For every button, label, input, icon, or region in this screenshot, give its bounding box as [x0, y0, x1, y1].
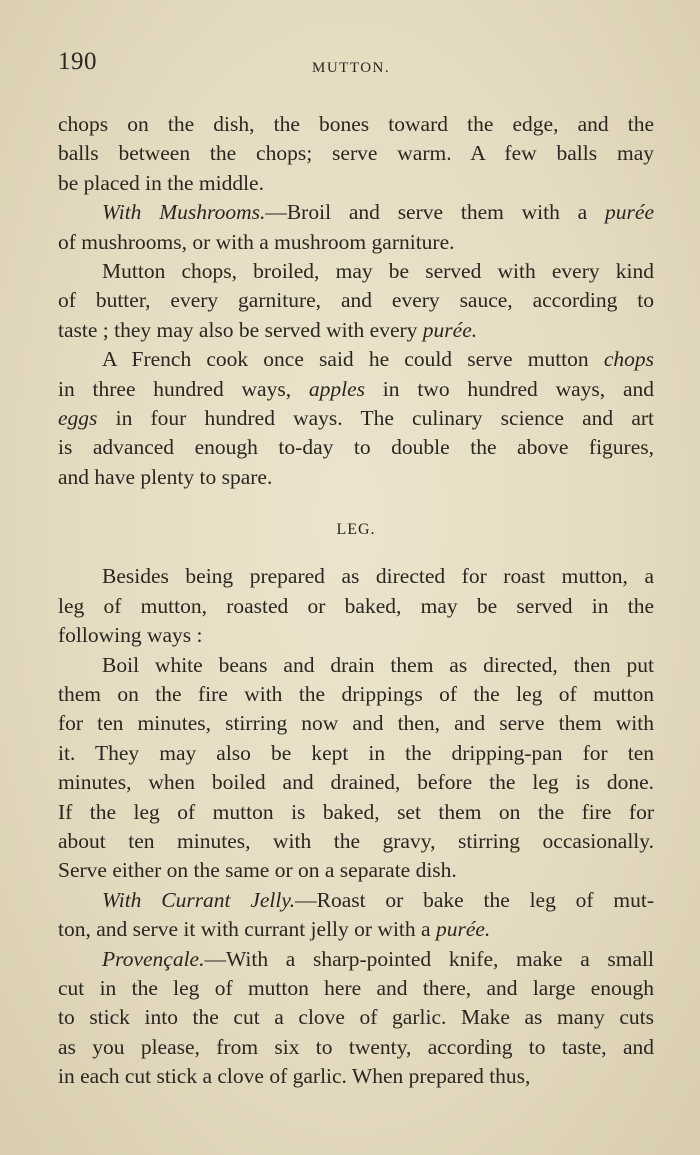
- text-run: for ten minutes, stirring now and then, and serve them with: [58, 711, 654, 736]
- text-run: Besides being prepared as directed for roast mutton, a: [102, 564, 654, 589]
- text-run: taste ; they may also be served with every: [58, 317, 423, 342]
- paragraph-p8: [58, 945, 654, 1092]
- text-line: [58, 945, 654, 974]
- text-line: [58, 827, 654, 856]
- text-run: leg of mutton, roasted or baked, may be served in the: [58, 593, 654, 618]
- text-line: [58, 1033, 654, 1062]
- paragraph-p2: [58, 198, 654, 257]
- text-run: A French cook once said he could serve mutton: [102, 347, 604, 372]
- text-run: in each cut stick a clove of garlic. When prepared thus,: [58, 1064, 531, 1089]
- text-run: —With a sharp-pointed knife, make a small: [204, 946, 654, 971]
- page-header: [58, 48, 654, 84]
- text-line: [58, 198, 654, 227]
- text-line: [58, 228, 654, 257]
- text-line: [58, 562, 654, 591]
- text-line: [58, 375, 654, 404]
- text-run: ton, and serve it with currant jelly or with a: [58, 917, 436, 942]
- italic-text-run: With Mushrooms.: [102, 200, 266, 225]
- text-run: Mutton chops, broiled, may be served with every kind: [102, 258, 654, 283]
- text-line: [58, 856, 654, 885]
- paragraph-group-mutton-chops: [58, 110, 654, 492]
- text-line: [58, 1062, 654, 1091]
- text-line: [58, 404, 654, 433]
- text-line: [58, 974, 654, 1003]
- text-line: [58, 345, 654, 374]
- text-line: [58, 463, 654, 492]
- text-line: [58, 1003, 654, 1032]
- italic-text-run: purée.: [422, 317, 478, 342]
- italic-text-run: eggs: [58, 405, 98, 430]
- italic-text-run: apples: [308, 376, 366, 401]
- text-line: [58, 139, 654, 168]
- paragraph-p4: [58, 345, 654, 492]
- text-run: as you please, from six to twenty, according to taste, and: [58, 1034, 654, 1059]
- section-heading-leg: LEG.: [336, 521, 376, 539]
- text-line: [58, 651, 654, 680]
- italic-text-run: Provençale.: [102, 946, 205, 971]
- text-run: balls between the chops; serve warm. A few balls may: [58, 141, 654, 166]
- page-number: 190: [58, 48, 97, 75]
- text-run: to stick into the cut a clove of garlic. Make as many cuts: [58, 1005, 654, 1030]
- paragraph-group-leg: [58, 562, 654, 1091]
- text-line: [58, 592, 654, 621]
- text-line: [58, 739, 654, 768]
- text-line: [58, 257, 654, 286]
- text-run: in two hundred ways, and: [365, 376, 654, 401]
- text-run: in three hundred ways,: [58, 376, 309, 401]
- body-text: [58, 110, 654, 1092]
- text-run: of butter, every garniture, and every sauce, according to: [58, 288, 654, 313]
- text-run: following ways :: [58, 623, 203, 648]
- text-line: [58, 798, 654, 827]
- text-line: [58, 433, 654, 462]
- paragraph-p1: [58, 110, 654, 198]
- text-run: chops on the dish, the bones toward the edge, and the: [58, 112, 654, 136]
- text-line: [58, 316, 654, 345]
- text-run: is advanced enough to-day to double the above figures,: [58, 435, 654, 460]
- paragraph-p7: [58, 886, 654, 945]
- text-line: [58, 768, 654, 797]
- text-run: and have plenty to spare.: [58, 464, 273, 489]
- paragraph-p3: [58, 257, 654, 345]
- text-run: Serve either on the same or on a separate dish.: [58, 858, 457, 883]
- text-line: [58, 110, 654, 139]
- running-head: MUTTON.: [312, 60, 391, 76]
- text-run: about ten minutes, with the gravy, stirring occasionally.: [58, 828, 654, 853]
- text-line: [58, 286, 654, 315]
- italic-text-run: With Currant Jelly.: [102, 887, 296, 912]
- text-run: them on the fire with the drippings of the leg of mutton: [58, 682, 654, 707]
- text-run: If the leg of mutton is baked, set them on the fire for: [58, 799, 654, 824]
- italic-text-run: purée.: [435, 917, 491, 942]
- text-run: Boil white beans and drain them as directed, then put: [102, 652, 654, 677]
- text-run: minutes, when boiled and drained, before the leg is done.: [58, 770, 654, 795]
- text-run: —Broil and serve them with a: [265, 200, 606, 225]
- italic-text-run: purée: [605, 200, 654, 225]
- text-line: [58, 621, 654, 650]
- text-line: [58, 709, 654, 738]
- italic-text-run: chops: [603, 347, 654, 372]
- text-run: in four hundred ways. The culinary science and art: [97, 405, 654, 430]
- text-line: [58, 886, 654, 915]
- paragraph-p5: [58, 562, 654, 650]
- text-line: [58, 915, 654, 944]
- paragraph-p6: [58, 651, 654, 886]
- text-run: cut in the leg of mutton here and there, and large enough: [58, 975, 654, 1000]
- text-run: be placed in the middle.: [58, 170, 264, 195]
- text-line: [58, 680, 654, 709]
- text-line: [58, 169, 654, 198]
- text-run: of mushrooms, or with a mushroom garniture.: [58, 229, 455, 254]
- text-run: —Roast or bake the leg of mut-: [295, 887, 654, 912]
- text-run: it. They may also be kept in the dripping-pan for ten: [58, 740, 654, 765]
